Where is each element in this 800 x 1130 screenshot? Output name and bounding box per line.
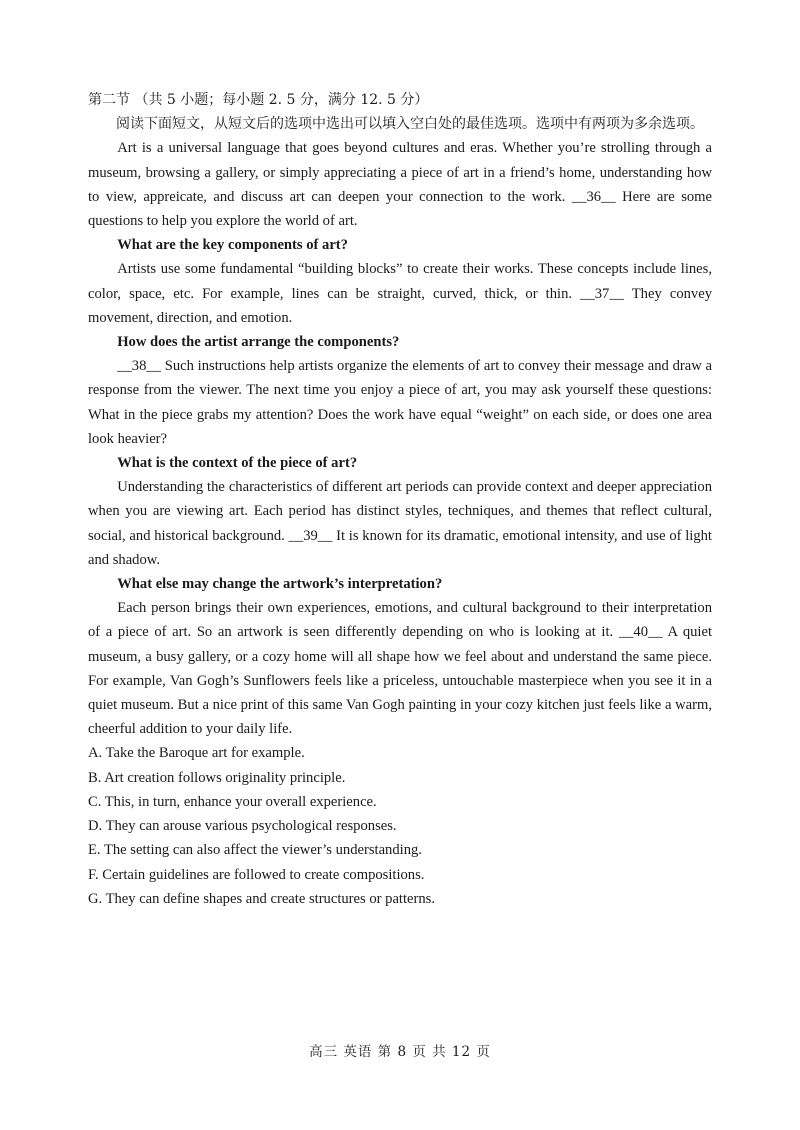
option-c: C. This, in turn, enhance your overall experience. [88, 793, 377, 810]
exam-page [88, 88, 712, 911]
section-title: 第二节 （共 5 小题；每小题 2. 5 分，满分 12. 5 分） [88, 92, 429, 108]
passage-heading-1: What are the key components of art? [117, 237, 348, 254]
option-f: F. Certain guidelines are followed to create compositions. [88, 866, 425, 883]
passage-paragraph-1: Artists use some fundamental “building blocks” to create their works. These concepts include lines, color, space, etc. For example, lines can be straight, curved, thick, or thin. __37__ They convey movement, direction, and emotion. [88, 261, 712, 326]
section-directions: 阅读下面短文，从短文后的选项中选出可以填入空白处的最佳选项。选项中有两项为多余选项。 [116, 116, 704, 133]
page-footer: 高三 英语 第 8 页 共 12 页 [309, 1044, 491, 1060]
option-b: B. Art creation follows originality principle. [88, 769, 346, 786]
passage-heading-3: What is the context of the piece of art? [117, 455, 358, 472]
passage-paragraph-2: __38__ Such instructions help artists organize the elements of art to convey their message and draw a response from the viewer. The next time you enjoy a piece of art, you may ask yourself these questions: What in the piece grabs my attention? Does the work have equal “weight” on each side, or does one area look heavier? [88, 358, 712, 447]
passage-heading-2: How does the artist arrange the components? [117, 334, 400, 351]
option-a: A. Take the Baroque art for example. [88, 745, 305, 762]
passage-paragraph-3: Understanding the characteristics of different art periods can provide context and deeper appreciation when you are viewing art. Each period has distinct styles, techniques, and themes that reflect cultural, social, and historical background. __39__ It is known for its dramatic, emotional intensity, and use of light and shadow. [88, 479, 712, 568]
option-e: E. The setting can also affect the viewer’s understanding. [88, 842, 422, 859]
option-d: D. They can arouse various psychological responses. [88, 818, 397, 835]
passage-paragraph-4: Each person brings their own experiences, emotions, and cultural background to their interpretation of a piece of art. So an artwork is seen differently depending on who is looking at it. __40__ A quiet museum, a busy gallery, or a cozy home will all shape how we feel about and understand the same piece. For example, Van Gogh’s Sunflowers feels like a priceless, untouchable masterpiece when you see it in a quiet museum. But a nice print of this same Van Gogh painting in your cozy kitchen just feels like a warm, cheerful addition to your daily life. [88, 600, 712, 738]
answer-options [88, 741, 712, 910]
option-g: G. They can define shapes and create structures or patterns. [88, 890, 436, 907]
passage-heading-4: What else may change the artwork’s interpretation? [117, 576, 443, 593]
passage-intro: Art is a universal language that goes beyond cultures and eras. Whether you’re strolling through a museum, browsing a gallery, or simply appreciating a piece of art in a friend’s home, understanding how to view, appreicate, and discuss art can deepen your connection to the work. __36__ Here are some questions to help you explore the world of art. [88, 140, 712, 230]
